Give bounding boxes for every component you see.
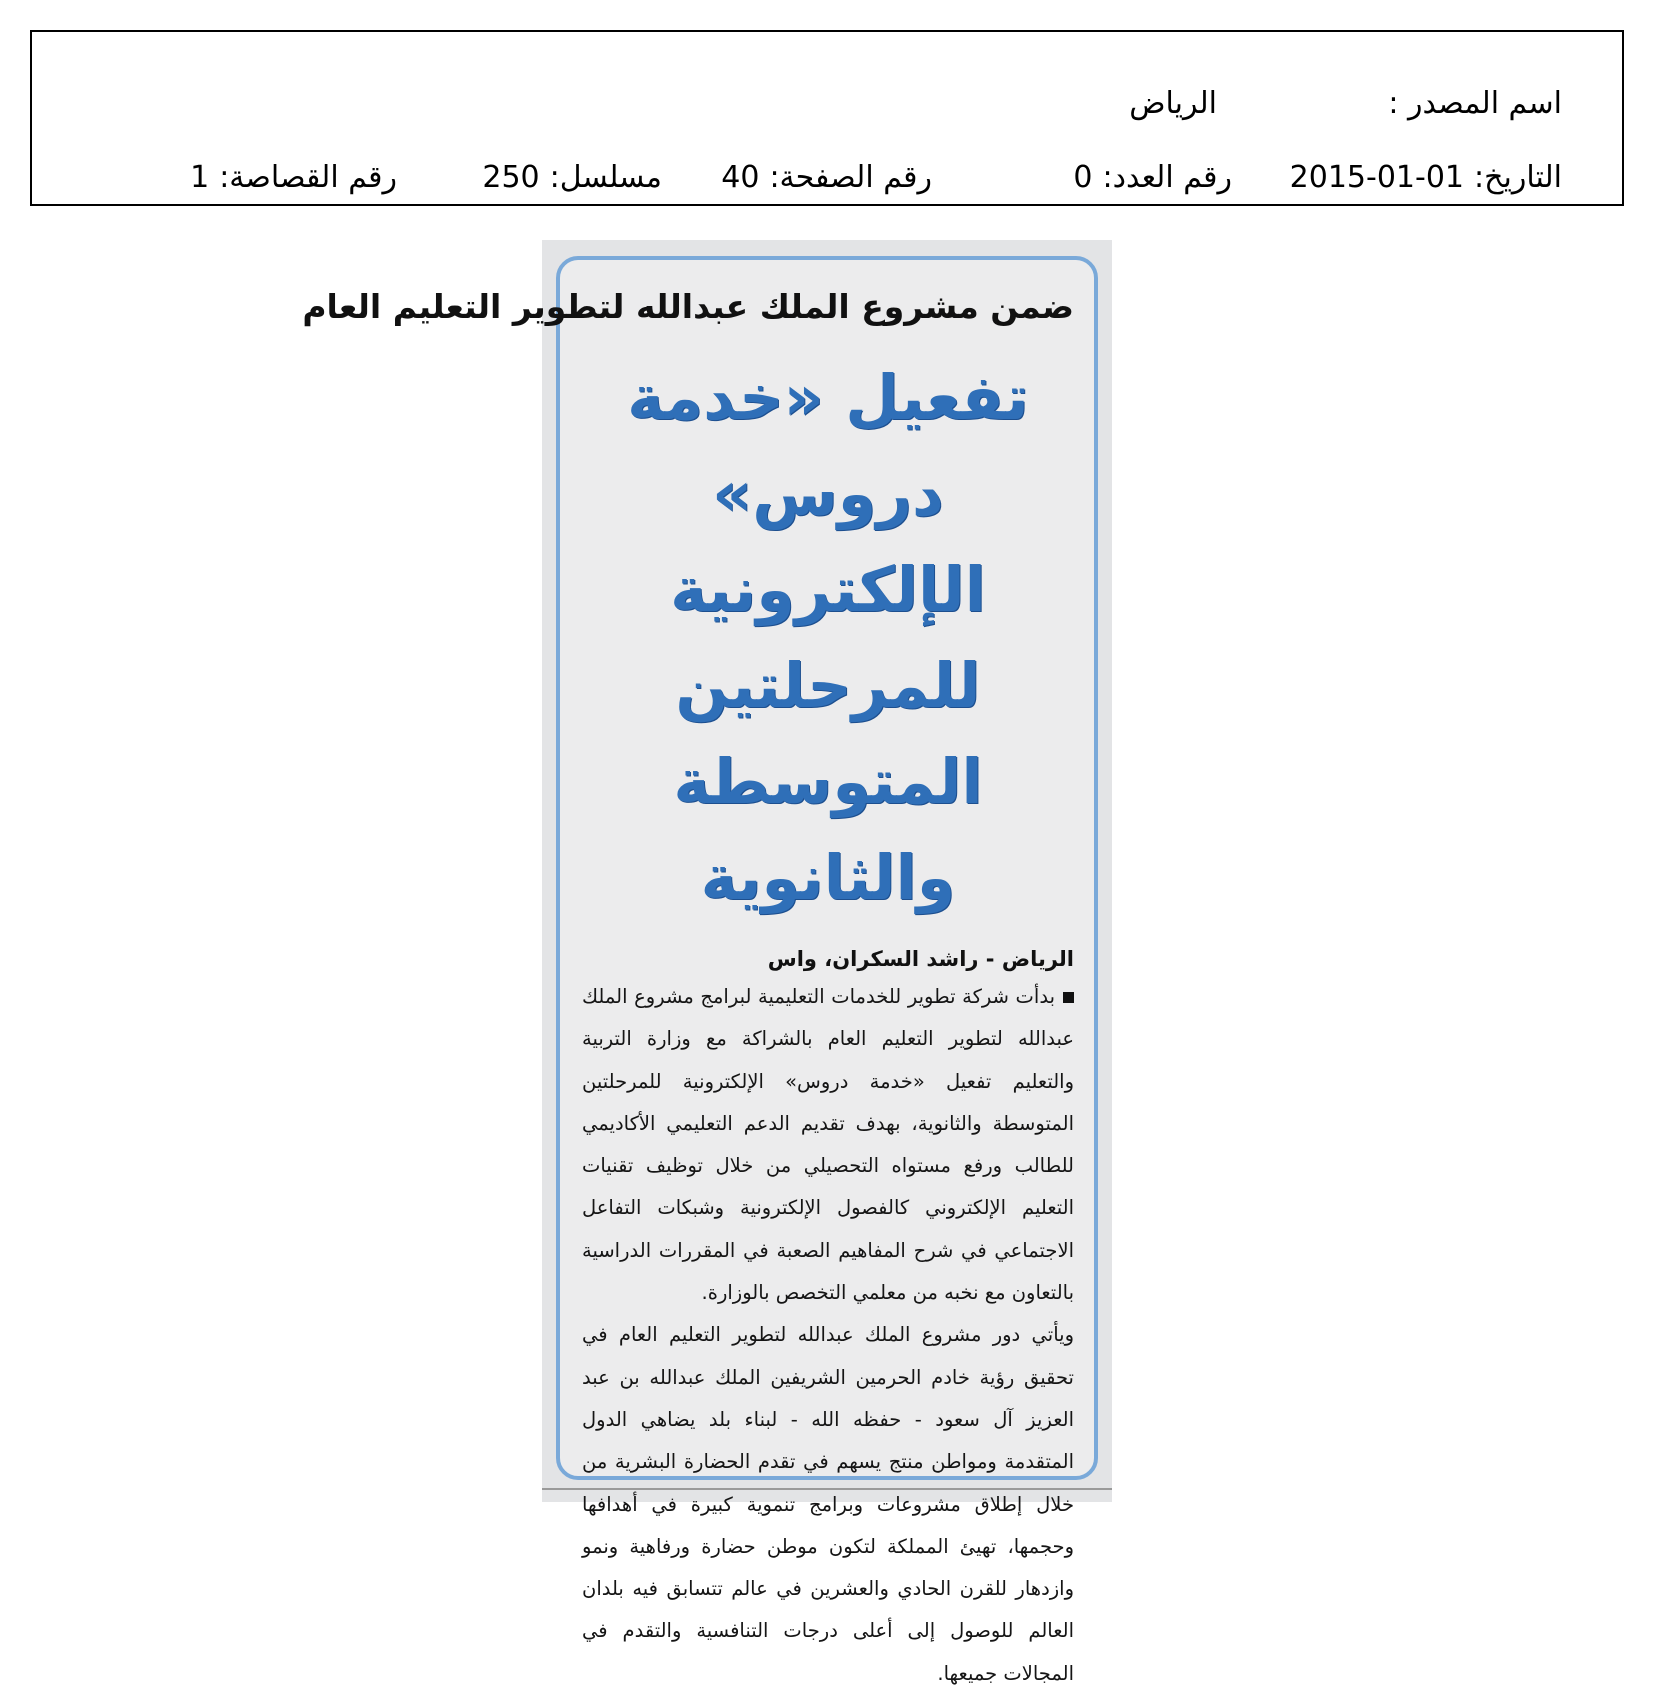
date-value: 2015-01-01	[1289, 160, 1465, 195]
article-byline: الرياض - راشد السكران، واس	[767, 947, 1074, 971]
paragraph-2-text: ويأتي دور مشروع الملك عبدالله لتطوير التعليم العام في تحقيق رؤية خادم الحرمين الشريفين الملك عبدالله بن عبد العزيز آل سعود - حفظه الله - لبناء بلد يضاهي الدول المتقدمة ومواطن منتج يسهم في تقدم الحضارة البشرية من خلال إطلاق مشروعات وبرامج تنموية كبيرة في أهدافها وحجمها، تهيئ المملكة لتكون موطن حضارة ورفاهية ونمو وازدهار للقرن الحادي والعشرين في عالم تتسابق فيه بلدان العالم للوصول إلى أعلى درجات التنافسية والتقدم في المجالات جميعها.	[582, 1323, 1074, 1685]
source-value: الرياض	[1129, 86, 1217, 121]
date-label: التاريخ:	[1474, 160, 1562, 195]
source-label: اسم المصدر :	[1388, 86, 1562, 121]
article-paragraph-1	[582, 976, 1074, 1314]
page-number-field	[721, 160, 932, 196]
article-paragraph-2	[582, 1314, 1074, 1695]
serial-value: 250	[482, 160, 540, 195]
date-field	[1290, 160, 1562, 196]
article-body	[582, 976, 1074, 1695]
newspaper-clipping	[302, 240, 1112, 1685]
article-frame	[302, 256, 1098, 1685]
bullet-square-icon	[1063, 992, 1074, 1003]
clipping-bottom-rule	[542, 1488, 1112, 1490]
issue-number-field	[1073, 160, 1232, 196]
article-headline: تفعيل «خدمة دروس» الإلكترونية للمرحلتين المتوسطة والثانوية	[627, 361, 1029, 914]
clip-number-label: رقم القصاصة:	[219, 160, 397, 195]
serial-field	[482, 160, 662, 196]
issue-number-value: 0	[1073, 160, 1093, 195]
paragraph-1-text: بدأت شركة تطوير للخدمات التعليمية لبرامج مشروع الملك عبدالله لتطوير التعليم العام بالشراكة مع وزارة التربية والتعليم تفعيل «خدمة دروس» الإلكترونية للمرحلتين المتوسطة والثانوية، بهدف تقديم الدعم التعليمي الأكاديمي للطالب ورفع مستواه التحصيلي من خلال توظيف تقنيات التعليم الإلكتروني كالفصول الإلكترونية وشبكات التفاعل الاجتماعي في شرح المفاهيم الصعبة في المقررات الدراسية بالتعاون مع نخبه من معلمي التخصص بالوزارة.	[582, 985, 1074, 1305]
issue-number-label: رقم العدد:	[1102, 160, 1232, 195]
clip-number-value: 1	[190, 160, 210, 195]
serial-label: مسلسل:	[549, 160, 662, 195]
article-kicker: ضمن مشروع الملك عبدالله لتطوير التعليم العام	[302, 287, 1074, 326]
page-number-value: 40	[721, 160, 760, 195]
clip-number-field	[190, 160, 397, 196]
page-number-label: رقم الصفحة:	[769, 160, 932, 195]
clipping-metadata-box	[30, 30, 1624, 206]
